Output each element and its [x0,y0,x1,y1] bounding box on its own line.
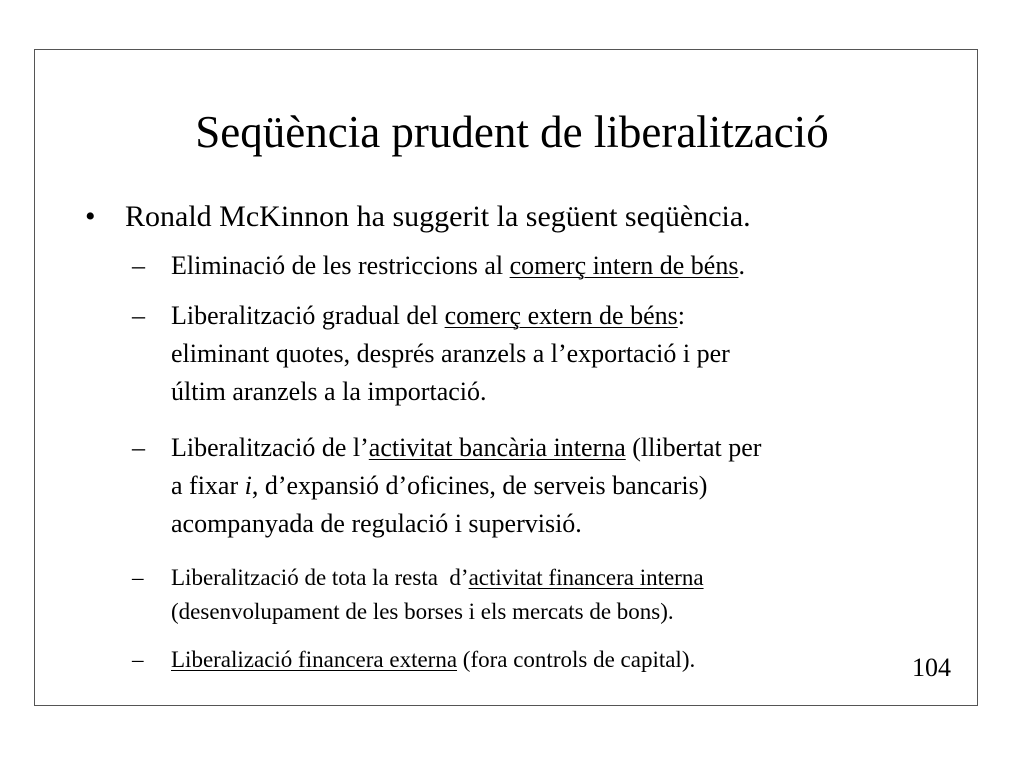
underlined-term: activitat bancària interna [368,433,626,462]
text-segment: Liberalització gradual del [171,301,445,330]
dash-marker: – [132,301,145,330]
underlined-term: Liberalizació financera externa [171,647,458,672]
sub-item-text [171,297,730,411]
sub-item-text [171,429,761,543]
text-segment: a fixar [171,471,245,500]
text-segment: , d’expansió d’oficines, de serveis bancaris) [251,471,708,500]
dash-marker: – [132,565,144,590]
text-line [171,297,730,335]
text-segment: Liberalització de tota la resta d’ [171,565,469,590]
text-segment: . [738,251,745,280]
text-line [171,561,704,595]
slide-title: Seqüència prudent de liberalització [195,107,829,157]
bullet-text: Ronald McKinnon ha suggerit la següent seqüència. [125,200,751,233]
underlined-term: comerç intern de béns [509,251,739,280]
sub-item-text [171,643,695,677]
text-segment: Eliminació de les restriccions al [171,251,510,280]
sub-item-text [171,247,745,285]
dash-marker: – [132,251,145,280]
text-line: últim aranzels a la importació. [171,377,487,406]
underlined-term: comerç extern de béns [444,301,678,330]
text-segment: (fora controls de capital). [457,647,696,672]
text-segment: (llibertat per [625,433,762,462]
text-line [171,467,761,505]
dash-marker: – [132,647,144,672]
sub-item-text [171,561,704,629]
dash-marker: – [132,433,145,462]
text-line: (desenvolupament de les borses i els mercats de bons). [171,599,674,624]
italic-variable: i [244,471,252,500]
text-line: acompanyada de regulació i supervisió. [171,509,582,538]
underlined-term: activitat financera interna [468,565,704,590]
text-segment: : [677,301,685,330]
text-line: eliminant quotes, després aranzels a l’exportació i per [171,339,730,368]
text-line [171,429,761,467]
slide-number: 104 [912,653,951,682]
text-segment: Liberalització de l’ [171,433,369,462]
bullet-marker: • [85,200,96,233]
